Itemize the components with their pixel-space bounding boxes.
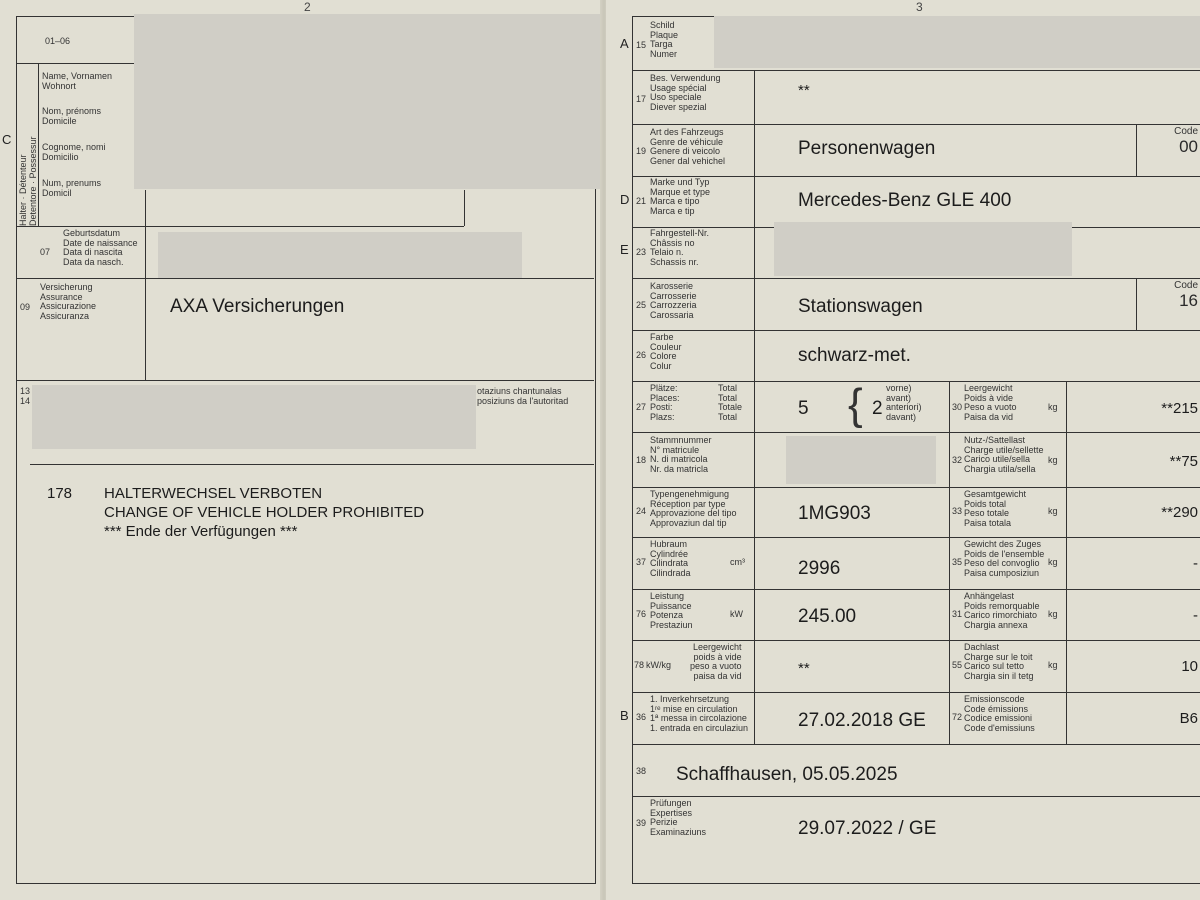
field-labels: Leergewicht Poids à vide Peso a vuoto Paisa da vid (964, 383, 1017, 422)
field-labels: Typengenehmigung Réception par type Approvazione del tipo Approvaziun dal tip (650, 489, 737, 528)
vehicle-type-value: Personenwagen (798, 138, 936, 159)
insurance-field-number: 09 (20, 302, 31, 312)
field-labels: 1. Inverkehrsetzung 1ʳᵉ mise en circulation 1ª messa in circolazione 1. entrada en circulaziun (650, 694, 749, 733)
divider (16, 278, 594, 279)
field-labels: Anhängelast Poids remorquable Carico rimorchiato Chargia annexa (964, 591, 1040, 630)
unit: kg (1048, 609, 1058, 619)
place-date-value: Schaffhausen, 05.05.2025 (676, 764, 898, 785)
towing-value: - (1193, 607, 1198, 624)
field-number: 24 (636, 506, 647, 516)
field-labels: Plätze: Places: Posti: Plazs: (650, 383, 680, 422)
divider (30, 464, 594, 465)
redacted-fields-13-14 (32, 385, 476, 449)
field-number: 26 (636, 350, 647, 360)
field-number: 39 (636, 818, 647, 828)
field-number: 55 (952, 660, 963, 670)
field-labels: Stammnummer N° matricule N. di matricola Nr. da matricla (650, 435, 712, 474)
field-number: 72 (952, 712, 963, 722)
field-number: 15 (636, 40, 647, 50)
divider (1136, 278, 1137, 330)
page-number: 3 (916, 0, 923, 14)
field-labels: Prüfungen Expertises Perizie Examinaziuns (650, 798, 707, 837)
field-labels: Schild Plaque Targa Numer (650, 20, 679, 59)
field-labels: Fahrgestell-Nr. Châssis no Telaio n. Schassis nr. (650, 228, 710, 267)
field-labels: vorne) avant) anteriori) davant) (886, 383, 922, 422)
type-approval-value: 1MG903 (798, 503, 871, 524)
divider (145, 190, 146, 380)
field-number: 27 (636, 402, 647, 412)
field-13-14-fragments: otaziuns chantunalas posiziuns da l'autoritad (477, 386, 569, 406)
divider (1136, 124, 1137, 176)
side-letter: B (620, 708, 629, 723)
side-letter: D (620, 192, 630, 207)
redacted-chassis (774, 222, 1072, 276)
divider (16, 226, 464, 227)
birth-field-number: 07 (40, 247, 51, 257)
redacted-birth-date (158, 232, 522, 278)
remark-line: CHANGE OF VEHICLE HOLDER PROHIBITED (104, 504, 425, 521)
field-labels: Leergewicht poids à vide peso a vuoto paisa da vid (690, 642, 742, 681)
unit: kg (1048, 506, 1058, 516)
unit: kg (1048, 402, 1058, 412)
field-number: 23 (636, 247, 647, 257)
redacted-plate (714, 16, 1200, 68)
empty-weight-value: **215 (1161, 400, 1198, 417)
holder-vertical-label: Halter · Détenteur (18, 154, 28, 226)
divider (16, 63, 146, 64)
divider (16, 380, 594, 381)
field-number: 37 (636, 557, 647, 567)
power-value: 245.00 (798, 606, 857, 627)
field-number: 31 (952, 609, 963, 619)
insurance-labels: Versicherung Assurance Assicurazione Assicuranza (40, 282, 97, 321)
holder-label-fr: Nom, prénoms Domicile (42, 106, 102, 126)
holder-label-it: Cognome, nomi Domicilio (42, 142, 106, 162)
holder-letter: C (2, 132, 12, 147)
body-type-code: Code 16 (1174, 280, 1198, 310)
divider (949, 381, 950, 744)
field-13-14-numbers: 13 14 (20, 386, 31, 406)
seats-total-value: 5 (798, 398, 809, 419)
field-labels: Gesamtgewicht Poids total Peso totale Paisa totala (964, 489, 1027, 528)
field-labels: Leistung Puissance Potenza Prestaziun (650, 591, 693, 630)
holder-label-de: Name, Vornamen Wohnort (42, 71, 113, 91)
field-number: 78 (634, 660, 645, 670)
holder-label-rm: Num, prenums Domicil (42, 178, 102, 198)
field-number: 33 (952, 506, 963, 516)
train-weight-value: - (1193, 555, 1198, 572)
redacted-matriculation (786, 436, 936, 484)
field-labels: Emissionscode Code émissions Codice emissioni Code d'emissiuns (964, 694, 1035, 733)
field-labels: Art des Fahrzeugs Genre de véhicule Genere di veicolo Gener dal vehichel (650, 127, 726, 166)
power-weight-value: ** (798, 660, 810, 677)
holder-vertical-label: Detentore · Possessur (28, 136, 38, 226)
field-labels: Farbe Couleur Colore Colur (650, 332, 682, 371)
field-number: 18 (636, 455, 647, 465)
color-value: schwarz-met. (798, 345, 911, 366)
emission-code-value: B6 (1179, 710, 1198, 727)
inspection-value: 29.07.2022 / GE (798, 818, 937, 839)
field-number: 17 (636, 94, 647, 104)
unit: kg (1048, 557, 1058, 567)
field-number: 30 (952, 402, 963, 412)
field-number: 36 (636, 712, 647, 722)
make-model-value: Mercedes-Benz GLE 400 (798, 190, 1012, 211)
field-number: 76 (636, 609, 647, 619)
field-labels: Karosserie Carrosserie Carrozzeria Carossaria (650, 281, 697, 320)
first-registration-value: 27.02.2018 GE (798, 710, 926, 731)
birth-labels: Geburtsdatum Date de naissance Data di nascita Data da nasch. (63, 228, 138, 267)
field-number: 19 (636, 146, 647, 156)
vehicle-type-code: Code 00 (1174, 126, 1198, 156)
total-weight-value: **290 (1161, 504, 1198, 521)
divider (38, 64, 39, 226)
field-labels: Dachlast Charge sur le toit Carico sul tetto Chargia sin il tetg (964, 642, 1034, 681)
brace: { (848, 380, 863, 429)
body-type-value: Stationswagen (798, 296, 923, 317)
payload-value: **75 (1169, 453, 1198, 470)
unit: kg (1048, 660, 1058, 670)
field-labels: Gewicht des Zuges Poids de l'ensemble Peso del convoglio Paisa cumposiziun (964, 539, 1045, 578)
side-letter: E (620, 242, 629, 257)
field-number: 32 (952, 455, 963, 465)
displacement-value: 2996 (798, 558, 841, 579)
field-labels: Hubraum Cylindrée Cilindrata Cilindrada (650, 539, 691, 578)
divider (754, 70, 755, 744)
field-labels: Marke und Typ Marque et type Marca e tipo Marca e tip (650, 177, 711, 216)
page-number: 2 (304, 0, 311, 14)
field-labels: Nutz-/Sattellast Charge utile/sellette Carico utile/sella Chargia utila/sella (964, 435, 1044, 474)
field-number: 35 (952, 557, 963, 567)
remark-line: HALTERWECHSEL VERBOTEN (104, 485, 323, 502)
unit: cm³ (730, 557, 745, 567)
field-number: 25 (636, 300, 647, 310)
divider (464, 190, 465, 226)
insurance-value: AXA Versicherungen (170, 296, 345, 317)
field-labels: Bes. Verwendung Usage spécial Uso speciale Diever spezial (650, 73, 721, 112)
unit: kg (1048, 455, 1058, 465)
field-labels: Total Total Totale Total (718, 383, 743, 422)
field-number: 38 (636, 766, 647, 776)
special-use-value: ** (798, 82, 810, 99)
side-letter: A (620, 36, 629, 51)
right-page (606, 0, 1200, 900)
unit: kW (730, 609, 743, 619)
remark-line: *** Ende der Verfügungen *** (104, 523, 298, 540)
field-number: 21 (636, 196, 647, 206)
unit: kW/kg (646, 660, 672, 670)
divider (1066, 381, 1067, 744)
remark-code: 178 (47, 485, 73, 502)
holder-field-number: 01–06 (45, 36, 71, 46)
seats-front-value: 2 (872, 398, 883, 419)
roof-load-value: 10 (1181, 658, 1198, 675)
redacted-holder-name (134, 14, 600, 189)
